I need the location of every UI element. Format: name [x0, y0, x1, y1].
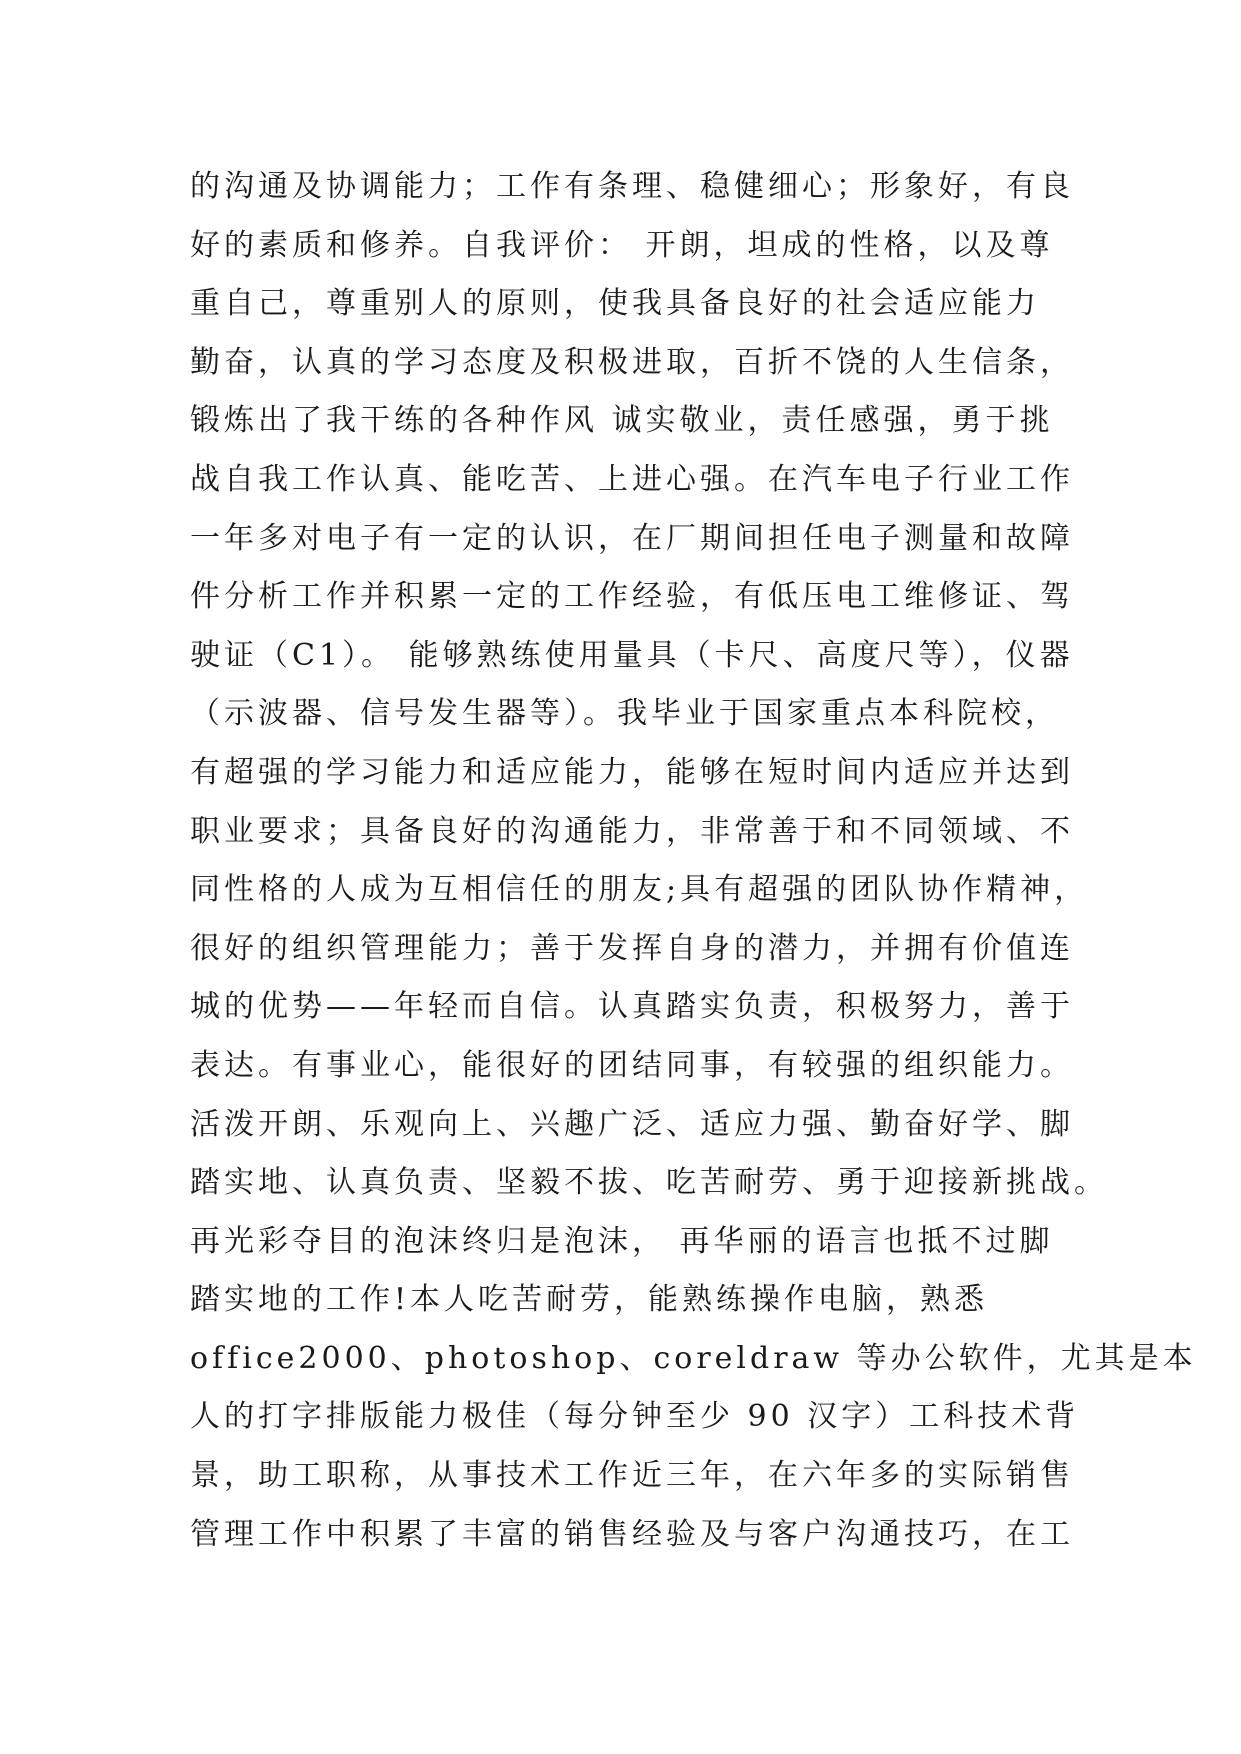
text-line: 同性格的人成为互相信任的朋友;具有超强的团队协作精神，	[190, 872, 1089, 908]
text-line: 好的素质和修养。自我评价： 开朗，坦成的性格，以及尊	[190, 227, 1054, 263]
text-line: 勤奋，认真的学习态度及积极进取，百折不饶的人生信条，	[190, 344, 1074, 380]
text-line: 管理工作中积累了丰富的销售经验及与客户沟通技巧，在工	[190, 1516, 1074, 1552]
text-line: 有超强的学习能力和适应能力，能够在短时间内适应并达到	[190, 754, 1074, 790]
text-line: 人的打字排版能力极佳（每分钟至少 90 汉字）工科技术背	[190, 1399, 1080, 1435]
text-line: 踏实地、认真负责、坚毅不拔、吃苦耐劳、勇于迎接新挑战。	[190, 1165, 1108, 1201]
text-line: 驶证（C1）。 能够熟练使用量具（卡尺、高度尺等），仪器	[190, 637, 1074, 673]
text-line: 城的优势——年轻而自信。认真踏实负责，积极努力，善于	[190, 989, 1074, 1025]
body-text	[190, 158, 1197, 1564]
text-line: 踏实地的工作!本人吃苦耐劳，能熟练操作电脑，熟悉	[190, 1282, 989, 1318]
text-line: 表达。有事业心，能很好的团结同事，有较强的组织能力。	[190, 1047, 1074, 1083]
text-line: 再光彩夺目的泡沫终归是泡沫， 再华丽的语言也抵不过脚	[190, 1223, 1054, 1259]
text-line: 一年多对电子有一定的认识，在厂期间担任电子测量和故障	[190, 520, 1074, 556]
text-line: 的沟通及协调能力；工作有条理、稳健细心；形象好，有良	[190, 169, 1074, 204]
text-line: 职业要求；具备良好的沟通能力，非常善于和不同领域、不	[190, 813, 1074, 849]
text-line: 重自己，尊重别人的原则，使我具备良好的社会适应能力	[190, 286, 1040, 322]
text-line: 件分析工作并积累一定的工作经验，有低压电工维修证、驾	[190, 579, 1074, 615]
text-line: 战自我工作认真、能吃苦、上进心强。在汽车电子行业工作	[190, 461, 1074, 497]
text-line: 很好的组织管理能力；善于发挥自身的潜力，并拥有价值连	[190, 930, 1074, 966]
text-line: office2000、photoshop、coreldraw 等办公软件，尤其是本	[190, 1340, 1197, 1376]
text-line: （示波器、信号发生器等）。我毕业于国家重点本科院校，	[190, 696, 1059, 732]
text-line: 活泼开朗、乐观向上、兴趣广泛、适应力强、勤奋好学、脚	[190, 1106, 1074, 1142]
text-line: 锻炼出了我干练的各种作风 诚实敬业，责任感强，勇于挑	[190, 403, 1054, 439]
text-line: 景，助工职称，从事技术工作近三年，在六年多的实际销售	[190, 1458, 1074, 1494]
